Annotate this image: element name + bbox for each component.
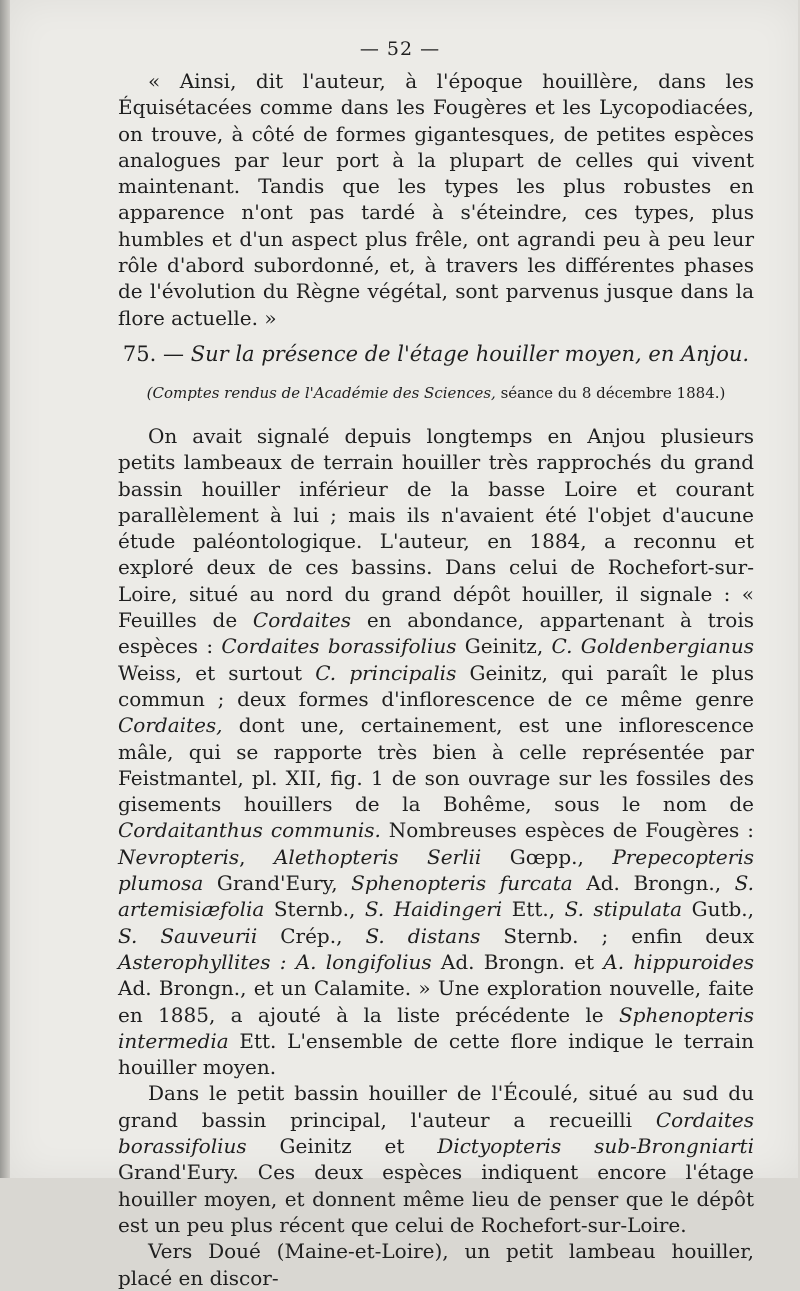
taxon-name: Asterophyllites : A. longifolius — [118, 949, 432, 974]
taxon-name: C. principalis — [315, 660, 457, 685]
taxon-name: Nevropteris — [118, 844, 240, 869]
body-paragraph-1 — [118, 423, 754, 1080]
text-run: Grand'Eury. Ces deux espèces indiquent encore l'étage houiller moyen, et donnent même lieu de penser que le dépôt est un peu plus récent que celui de Rochefort-sur-Loire. — [118, 1160, 754, 1237]
section-number: 75. — [122, 342, 157, 366]
text-run: Gutb., — [682, 897, 755, 922]
body-paragraph-2 — [118, 1080, 754, 1238]
taxon-name: C. Goldenbergianus — [551, 634, 755, 659]
source-date: séance du 8 décembre 1884.) — [500, 384, 726, 402]
taxon-name: A. hippuroides — [603, 949, 754, 974]
text-run: Vers Doué (Maine-et-Loire), un petit lambeau houiller, placé en discor- — [118, 1239, 754, 1290]
taxon-name: S. stipulata — [564, 897, 683, 922]
taxon-name: Cordaites borassifolius — [221, 634, 457, 659]
taxon-name: S. Sauveurii — [118, 923, 258, 948]
taxon-name: Dictyopteris sub-Brongniarti — [437, 1134, 754, 1159]
taxon-name: Sphenopteris furcata — [351, 871, 573, 896]
taxon-name: Prepecopteris plumosa — [118, 844, 754, 896]
article-body — [118, 423, 754, 1291]
text-run: Weiss, et surtout — [118, 660, 316, 685]
text-run: Ett. L'ensemble de cette flore indique le terrain houiller moyen. — [118, 1028, 754, 1080]
source-journal: (Comptes rendus de l'Académie des Sciences, — [146, 384, 496, 402]
taxon-name: Cordaitanthus communis. — [118, 818, 381, 843]
page-number: — 52 — — [359, 38, 441, 60]
taxon-name: S. distans — [365, 923, 481, 948]
text-run: On avait signalé depuis longtemps en Anjou plusieurs petits lambeaux de terrain houiller très rapprochés du grand bassin houiller inférieur de la basse Loire et courant parallèlement à lui ; mais ils n'avaient été l'objet d'aucune étude paléontologique. L'auteur, en 1884, a reconnu et exploré deux de ces bassins. Dans celui de Rochefort-sur-Loire, situé au nord du grand dépôt houiller, il signale : « Feuilles de — [118, 424, 754, 633]
text-run: Ad. Brongn., — [572, 871, 735, 896]
text-run: Dans le petit bassin houiller de l'Écoulé, situé au sud du grand bassin principal, l'auteur a recueilli — [118, 1081, 754, 1132]
body-paragraph-3 — [118, 1238, 754, 1291]
taxon-name: Cordaites, — [118, 713, 223, 738]
text-run: Ad. Brongn., et un Calamite. » Une exploration nouvelle, faite en 1885, a ajouté à la liste précédente le — [118, 976, 754, 1027]
intro-quote — [118, 68, 754, 331]
page-edge-shadow — [0, 0, 10, 1178]
text-run: , — [239, 844, 274, 869]
text-run: Sternb., — [264, 897, 365, 922]
section-dash: — — [163, 342, 184, 366]
text-run: Ad. Brongn. et — [431, 949, 604, 974]
text-run: Geinitz, — [456, 634, 552, 659]
text-run: Gœpp., — [481, 844, 613, 869]
text-run: Sternb. ; enfin deux — [480, 923, 754, 948]
section-source — [118, 383, 754, 403]
text-run: en abondance, appartenant à trois espèces : — [118, 608, 754, 659]
section-heading — [118, 340, 754, 368]
intro-paragraph: « Ainsi, dit l'auteur, à l'époque houillère, dans les Équisétacées comme dans les Fougères et les Lycopodiacées, on trouve, à côté de formes gigantesques, de petites espèces analogues par leur port à la plupart de celles qui vivent maintenant. Tandis que les types les plus robustes en apparence n'ont pas tardé à s'éteindre, ces types, plus humbles et d'un aspect plus frêle, ont agrandi peu à peu leur rôle d'abord subordonné, et, à travers les différentes phases de l'évolution du Règne végétal, sont parvenus jusque dans la flore actuelle. » — [118, 69, 754, 330]
text-run: Nombreuses espèces de Fougères : — [380, 818, 754, 843]
text-run: Grand'Eury, — [203, 871, 352, 896]
section-title: Sur la présence de l'étage houiller moyen, en Anjou. — [190, 342, 750, 366]
text-run: Geinitz, qui paraît le plus commun ; deux formes d'inflorescence de ce même genre — [118, 660, 754, 711]
taxon-name: Cordaites borassifolius — [118, 1107, 754, 1159]
taxon-name: S. Haidingeri — [364, 897, 503, 922]
text-run: dont une, certainement, est une inflorescence mâle, qui se rapporte très bien à celle représentée par Feistmantel, pl. XII, fig. 1 de son ouvrage sur les fossiles des gisements houillers de la Bohême, sous le nom de — [118, 713, 754, 817]
text-run: Geinitz et — [246, 1134, 438, 1159]
text-run: Crép., — [257, 923, 366, 948]
taxon-name: Alethopteris Serlii — [273, 844, 482, 869]
text-run: Ett., — [502, 897, 565, 922]
taxon-name: Cordaites — [252, 608, 352, 633]
taxon-name: Sphenopteris intermedia — [118, 1002, 754, 1053]
taxon-name: S. artemisiæfolia — [118, 871, 754, 922]
